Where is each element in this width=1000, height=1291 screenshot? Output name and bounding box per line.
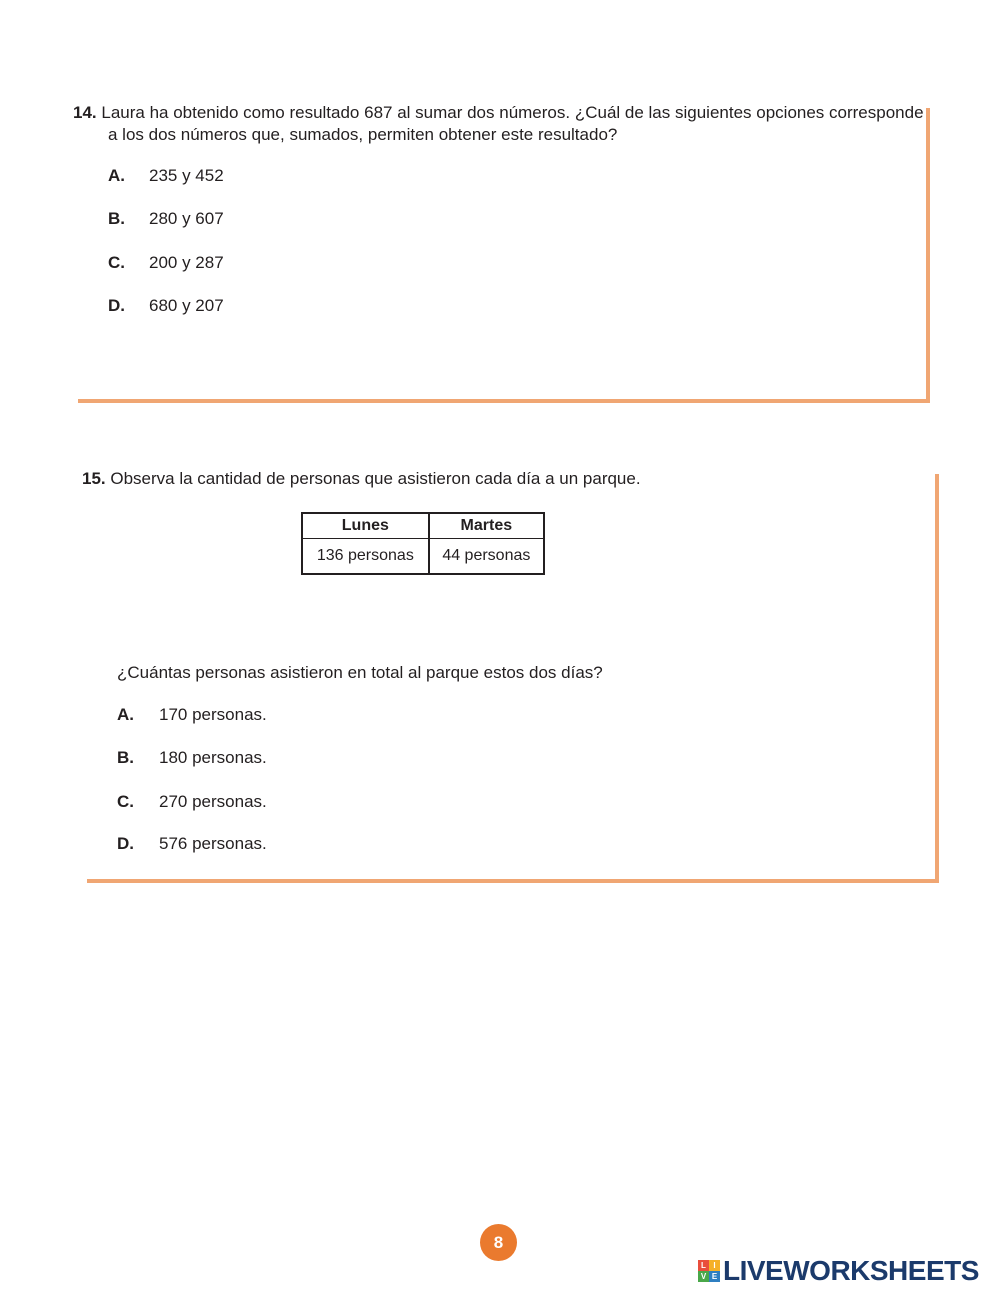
option-value: 680 y 207 <box>149 296 224 315</box>
option-letter: A. <box>117 705 134 724</box>
q15-frame-right <box>935 474 939 883</box>
option-letter: C. <box>117 792 134 811</box>
logo-letter-v: V <box>698 1271 709 1282</box>
option-letter: B. <box>108 209 125 228</box>
brand-name: LIVEWORKSHEETS <box>723 1255 979 1286</box>
option-value: 235 y 452 <box>149 166 224 185</box>
header-martes: Martes <box>429 513 544 539</box>
table-header-row <box>302 513 544 539</box>
q14-frame-right <box>926 108 930 403</box>
logo-letter-l: L <box>698 1260 709 1271</box>
q15-frame-bottom <box>87 879 939 883</box>
question-14-number: 14. <box>73 103 97 122</box>
question-15-text: Observa la cantidad de personas que asistieron cada día a un parque. <box>110 469 641 488</box>
attendance-table <box>301 512 545 575</box>
option-letter: A. <box>108 166 125 185</box>
option-value: 200 y 287 <box>149 253 224 272</box>
option-value: 270 personas. <box>159 792 267 811</box>
option-value: 576 personas. <box>159 834 267 853</box>
question-15-prompt <box>82 468 641 490</box>
question-14-prompt <box>73 102 933 124</box>
header-lunes: Lunes <box>302 513 429 539</box>
page-number-badge: 8 <box>480 1224 517 1261</box>
question-14-text-line1: Laura ha obtenido como resultado 687 al sumar dos números. ¿Cuál de las siguientes opciones corresponde <box>101 103 924 122</box>
q14-frame-bottom <box>78 399 930 403</box>
question-15-number: 15. <box>82 469 106 488</box>
live-logo-icon <box>698 1260 720 1282</box>
option-letter: C. <box>108 253 125 272</box>
option-letter: B. <box>117 748 134 767</box>
table-row <box>302 539 544 575</box>
option-letter: D. <box>108 296 125 315</box>
option-value: 180 personas. <box>159 748 267 767</box>
logo-letter-e: E <box>709 1271 720 1282</box>
option-value: 280 y 607 <box>149 209 224 228</box>
option-letter: D. <box>117 834 134 853</box>
question-14-text-line2: a los dos números que, sumados, permiten obtener este resultado? <box>108 125 618 144</box>
question-15-question: ¿Cuántas personas asistieron en total al parque estos dos días? <box>117 663 603 682</box>
option-value: 170 personas. <box>159 705 267 724</box>
logo-letter-i: I <box>709 1260 720 1271</box>
cell-martes: 44 personas <box>429 539 544 575</box>
cell-lunes: 136 personas <box>302 539 429 575</box>
